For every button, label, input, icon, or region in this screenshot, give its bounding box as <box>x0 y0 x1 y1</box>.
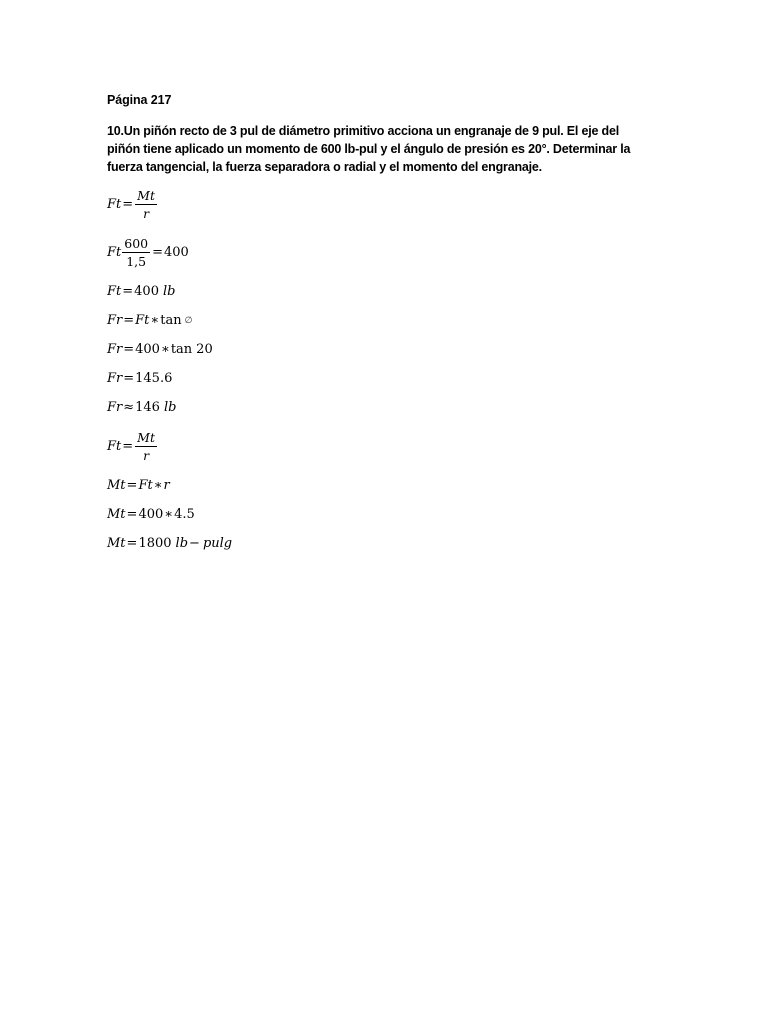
eq-operator: ∗ <box>164 507 174 522</box>
fraction-denominator: 1,5 <box>126 254 147 269</box>
equation-tangential-force-formula <box>107 188 158 221</box>
fraction-numerator: Mt <box>137 188 155 203</box>
eq-value: 1800 <box>138 536 172 551</box>
equation-tangential-force-substitution <box>107 236 189 269</box>
eq-value-2: 4.5 <box>174 507 195 522</box>
eq-unit: lb <box>163 400 177 415</box>
eq-lhs: Fr <box>107 313 123 328</box>
equation-tangential-force-formula-repeat <box>107 430 158 463</box>
eq-operator: ∗ <box>160 342 170 357</box>
eq-function: tan <box>170 342 193 357</box>
equation-radial-force-result <box>107 400 176 415</box>
eq-lhs: Mt <box>107 536 126 551</box>
eq-operator: ∗ <box>150 313 160 328</box>
eq-lhs: Fr <box>107 342 123 357</box>
fraction-numerator: 600 <box>124 236 149 251</box>
fraction <box>135 188 157 221</box>
eq-function: tan <box>160 313 182 328</box>
eq-lhs: Fr <box>107 400 123 415</box>
eq-term-2: r <box>163 478 170 493</box>
problem-statement: 10.Un piñón recto de 3 pul de diámetro primitivo acciona un engranaje de 9 pul. El eje del piñón tiene aplicado un momento de 600 lb-pul y el ángulo de presión es 20°. Determinar la fuerza tangencial, la fuerza separadora o radial y el momento del engranaje. <box>107 124 631 174</box>
eq-value: 400 <box>135 342 160 357</box>
fraction <box>122 236 150 269</box>
equation-tangential-force-result <box>107 284 175 299</box>
equation-moment-result <box>107 536 232 551</box>
eq-unit-2: pulg <box>202 536 233 551</box>
eq-term: Ft <box>138 478 153 493</box>
eq-relation: = <box>123 313 135 328</box>
fraction-numerator: Mt <box>137 430 155 445</box>
eq-result: 400 <box>164 245 189 260</box>
eq-relation: = <box>123 342 135 357</box>
eq-value: 145.6 <box>135 371 173 386</box>
fraction-denominator: r <box>143 448 150 463</box>
equation-radial-force-substitution <box>107 342 213 357</box>
eq-relation: = <box>122 439 134 454</box>
eq-unit: lb <box>175 536 189 551</box>
eq-value: 146 <box>135 400 160 415</box>
eq-lhs: Fr <box>107 371 123 386</box>
eq-relation: = <box>122 197 134 212</box>
fraction-denominator: r <box>143 206 150 221</box>
eq-argument: 20 <box>196 342 213 357</box>
eq-relation: = <box>123 371 135 386</box>
fraction <box>135 430 157 463</box>
eq-lhs: Ft <box>107 284 122 299</box>
eq-lhs: Ft <box>107 197 122 212</box>
eq-unit: lb <box>162 284 176 299</box>
eq-operator: ∗ <box>153 478 163 493</box>
eq-relation: = <box>152 245 164 260</box>
eq-lhs: Mt <box>107 478 126 493</box>
eq-lhs: Mt <box>107 507 126 522</box>
eq-value: 400 <box>134 284 159 299</box>
eq-term: Ft <box>135 313 150 328</box>
eq-lhs: Ft <box>107 439 122 454</box>
eq-relation: = <box>126 507 138 522</box>
eq-relation: ≈ <box>123 400 135 415</box>
equation-moment-substitution <box>107 507 195 522</box>
equation-radial-force-formula <box>107 313 192 328</box>
equation-moment-formula <box>107 478 170 493</box>
eq-value: 400 <box>138 507 164 522</box>
eq-relation: = <box>126 536 138 551</box>
eq-lhs: Ft <box>107 245 122 260</box>
phi-symbol: ∅ <box>184 315 193 326</box>
eq-relation: = <box>122 284 134 299</box>
equation-radial-force-value <box>107 371 172 386</box>
eq-relation: = <box>126 478 138 493</box>
eq-operator: − <box>189 536 200 551</box>
page-heading: Página 217 <box>107 93 172 107</box>
